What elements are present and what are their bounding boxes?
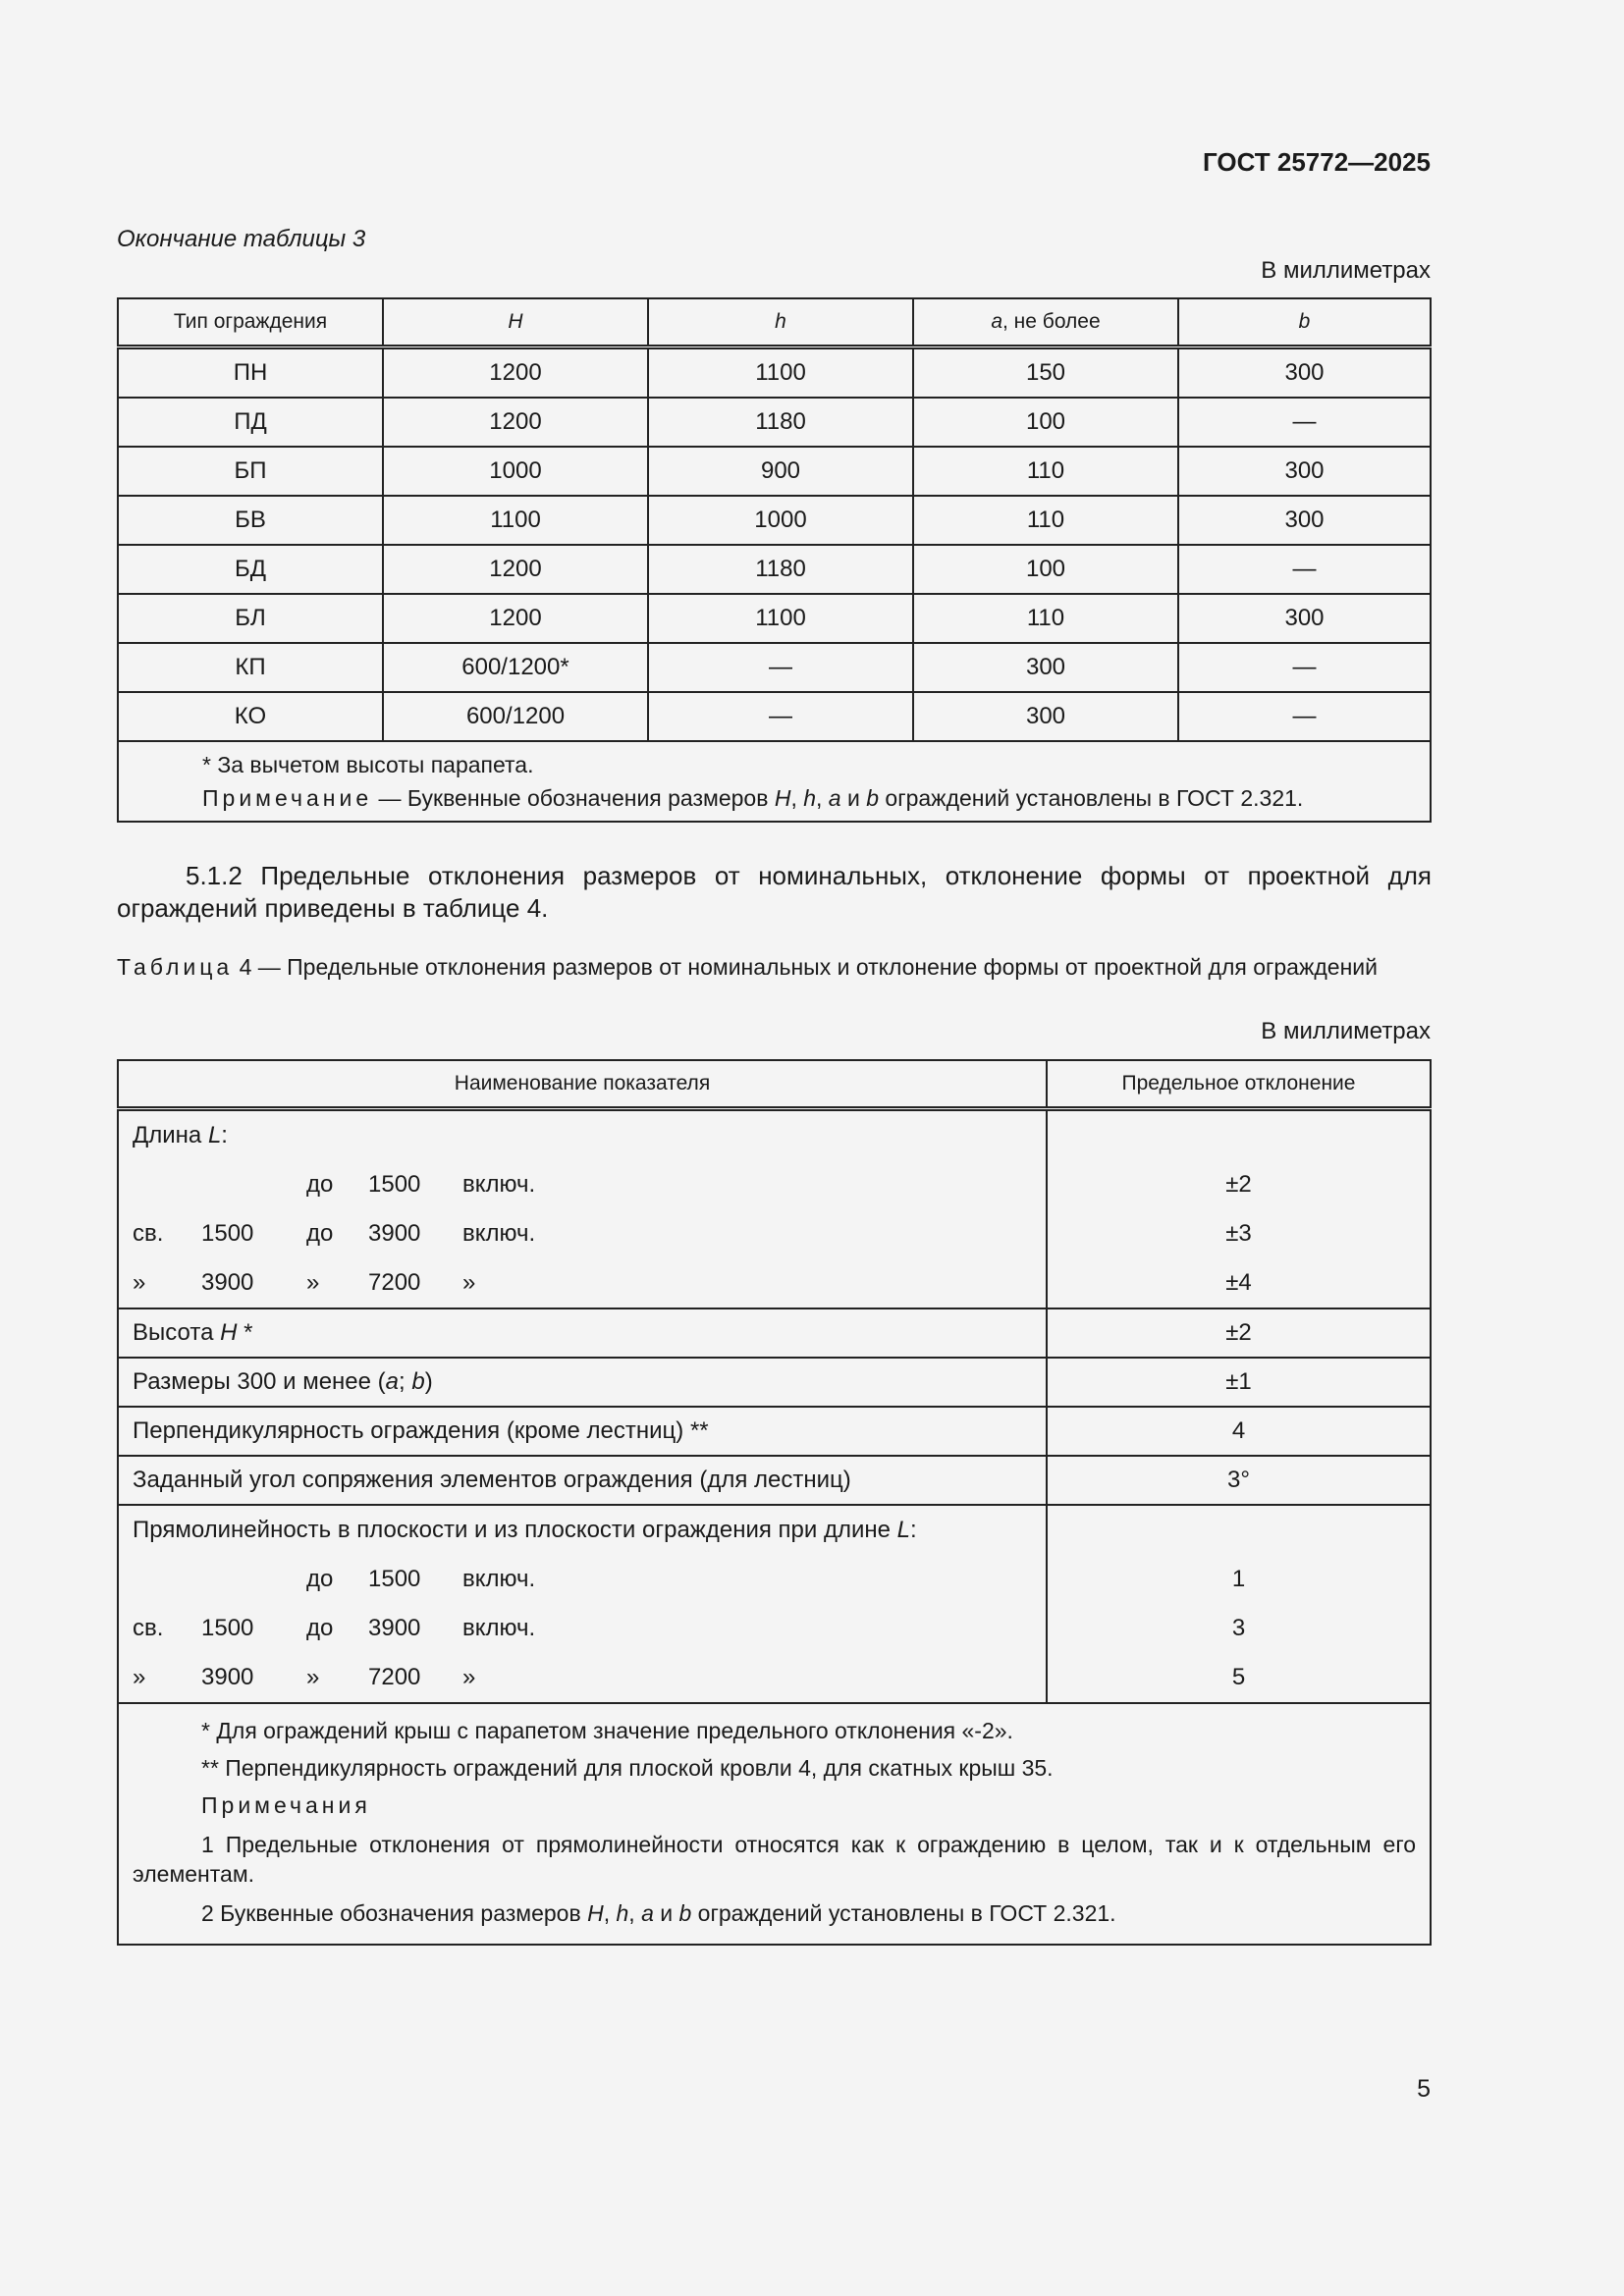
- length-title-text: Длина: [133, 1122, 208, 1148]
- length-range-row: [133, 1209, 1046, 1258]
- table3-cell: 150: [913, 347, 1178, 399]
- table4: [117, 1059, 1432, 1946]
- table3-cell: 300: [1178, 347, 1431, 399]
- table3-cell: 1200: [383, 545, 648, 594]
- table3-row: [118, 496, 1431, 545]
- table3-cell: 110: [913, 594, 1178, 643]
- note2-text-end: ограждений установлены в ГОСТ 2.321.: [691, 1900, 1116, 1926]
- conj: и: [653, 1900, 679, 1926]
- length-range-c5: включ.: [462, 1171, 536, 1198]
- table3-col-a-var: a: [991, 310, 1003, 333]
- length-values: [1048, 1160, 1430, 1308]
- straight-title: [133, 1506, 1046, 1555]
- conj: и: [840, 785, 867, 811]
- table3-row: [118, 447, 1431, 496]
- straight-range-c1: »: [133, 1664, 146, 1690]
- length-range-row: [133, 1160, 1046, 1209]
- length-range-row: [133, 1258, 1046, 1308]
- table3-cell: 1180: [648, 398, 913, 447]
- straight-range-c3: »: [306, 1664, 320, 1690]
- table3-cell: 600/1200: [383, 692, 648, 741]
- table3-cell: 1100: [383, 496, 648, 545]
- table3-notes: [118, 741, 1431, 822]
- var-L: L: [207, 1122, 222, 1148]
- straight-range-value: 1: [1231, 1566, 1246, 1592]
- length-range-c3: »: [306, 1269, 320, 1296]
- length-range-value: ±2: [1225, 1171, 1252, 1198]
- page-number: 5: [1417, 2075, 1431, 2103]
- length-range-c1: »: [133, 1269, 146, 1296]
- length-range-c4: 3900: [368, 1220, 421, 1247]
- table3-cell: —: [1178, 643, 1431, 692]
- table3-cell: 300: [1178, 447, 1431, 496]
- sep: ,: [603, 1900, 617, 1926]
- length-range-c1: св.: [133, 1220, 164, 1247]
- table3-cell: —: [648, 692, 913, 741]
- table3-cell: 110: [913, 496, 1178, 545]
- straight-value-blank: [1048, 1506, 1430, 1555]
- table3-cell: 1100: [648, 594, 913, 643]
- straight-range-c1: св.: [133, 1615, 164, 1641]
- length-ranges: [133, 1160, 1046, 1308]
- table3-cell: 1200: [383, 347, 648, 399]
- table3-cell: БЛ: [118, 594, 383, 643]
- straight-range-c3: до: [306, 1615, 334, 1641]
- straight-title-text: Прямолинейность в плоскости и из плоскости ограждения при длине: [133, 1517, 897, 1543]
- length-value-blank: [1048, 1111, 1430, 1160]
- table3-cell: 1100: [648, 347, 913, 399]
- table4-caption: [117, 951, 1432, 983]
- var-h: h: [616, 1900, 629, 1926]
- table3-col-a-text: , не более: [1002, 310, 1101, 333]
- table3-cell: 1000: [648, 496, 913, 545]
- table3-cell: 1200: [383, 398, 648, 447]
- sep: ,: [816, 785, 829, 811]
- straight-name-cell: [118, 1505, 1047, 1703]
- table4-notes-label: Примечания: [201, 1792, 371, 1818]
- var-a: a: [385, 1368, 400, 1395]
- height-value: ±2: [1047, 1308, 1431, 1358]
- table3-cell: 300: [1178, 496, 1431, 545]
- straight-range-c4: 3900: [368, 1615, 421, 1641]
- straight-range-c2: 3900: [201, 1664, 254, 1690]
- var-b: b: [411, 1368, 425, 1395]
- table3-col-h: h: [648, 298, 913, 347]
- sizes-value: ±1: [1047, 1358, 1431, 1407]
- straight-range-row: [133, 1653, 1046, 1702]
- table3-cell: БД: [118, 545, 383, 594]
- length-range-c5: включ.: [462, 1220, 536, 1247]
- table4-row-height: [118, 1308, 1431, 1358]
- table3-cell: 1200: [383, 594, 648, 643]
- table4-note-2: [133, 1895, 1416, 1932]
- table3-row: [118, 692, 1431, 741]
- straight-ranges: [133, 1555, 1046, 1702]
- table3-row: [118, 545, 1431, 594]
- note2-text: 2 Буквенные обозначения размеров: [201, 1900, 588, 1926]
- table3-cell: 300: [913, 692, 1178, 741]
- length-range-c2: 1500: [201, 1220, 254, 1247]
- table3-note-text: — Буквенные обозначения размеров: [372, 785, 775, 811]
- table3-row: [118, 398, 1431, 447]
- perp-name: Перпендикулярность ограждения (кроме лестниц) **: [118, 1407, 1047, 1456]
- length-range-value: ±4: [1225, 1269, 1252, 1296]
- table3-cell: 100: [913, 545, 1178, 594]
- sizes-label: Размеры 300 и менее (: [133, 1368, 386, 1395]
- table3-cell: КО: [118, 692, 383, 741]
- length-range-c4: 7200: [368, 1269, 421, 1296]
- table3-note-label: Примечание: [202, 785, 373, 811]
- length-name-cell: [118, 1109, 1047, 1309]
- table3-col-a: [913, 298, 1178, 347]
- table4-caption-number: 4: [233, 954, 252, 980]
- straight-values-cell: [1047, 1505, 1431, 1703]
- colon: :: [221, 1122, 228, 1148]
- table3-row: [118, 594, 1431, 643]
- table3-header-row: [118, 298, 1431, 347]
- straight-range-value: 3: [1231, 1615, 1246, 1641]
- table3-cell: ПН: [118, 347, 383, 399]
- angle-name: Заданный угол сопряжения элементов ограждения (для лестниц): [118, 1456, 1047, 1505]
- var-a: a: [828, 785, 841, 811]
- table3-body: [118, 347, 1431, 742]
- perp-value: 4: [1047, 1407, 1431, 1456]
- table3-continuation-label: Окончание таблицы 3: [117, 226, 366, 252]
- straight-range-c3: до: [306, 1566, 334, 1592]
- var-b: b: [866, 785, 880, 811]
- length-range-c3: до: [306, 1171, 334, 1198]
- length-values-cell: [1047, 1109, 1431, 1309]
- var-L: L: [896, 1517, 910, 1543]
- table4-units: В миллиметрах: [1261, 1018, 1431, 1044]
- var-a: a: [641, 1900, 654, 1926]
- straight-range-value: 5: [1231, 1664, 1246, 1690]
- table3-row: [118, 347, 1431, 399]
- table3-note-text-end: ограждений установлены в ГОСТ 2.321.: [879, 785, 1304, 811]
- table3-cell: 100: [913, 398, 1178, 447]
- length-range-c2: 3900: [201, 1269, 254, 1296]
- table3-footnote: * За вычетом высоты парапета.: [202, 752, 534, 777]
- table3-cell: 300: [913, 643, 1178, 692]
- var-H: H: [220, 1319, 238, 1346]
- table3-cell: —: [1178, 545, 1431, 594]
- table3-cell: БВ: [118, 496, 383, 545]
- table3-cell: 1000: [383, 447, 648, 496]
- straight-range-c5: включ.: [462, 1566, 536, 1592]
- table3-units: В миллиметрах: [1261, 257, 1431, 284]
- table3-cell: 900: [648, 447, 913, 496]
- table3-cell: —: [648, 643, 913, 692]
- table4-header-row: [118, 1060, 1431, 1109]
- var-b: b: [678, 1900, 692, 1926]
- table3-cell: —: [1178, 398, 1431, 447]
- table4-notes: [118, 1703, 1431, 1945]
- table3-col-type: Тип ограждения: [118, 298, 383, 347]
- table3-cell: 600/1200*: [383, 643, 648, 692]
- straight-range-row: [133, 1604, 1046, 1653]
- table4-col-deviation: Предельное отклонение: [1047, 1060, 1431, 1109]
- table3-col-b: b: [1178, 298, 1431, 347]
- table3-col-H: H: [383, 298, 648, 347]
- colon: :: [910, 1517, 917, 1543]
- sep: ;: [399, 1368, 412, 1395]
- length-title: [133, 1111, 1046, 1160]
- length-range-c4: 1500: [368, 1171, 421, 1198]
- table4-footnote-2: ** Перпендикулярность ограждений для плоской кровли 4, для скатных крыш 35.: [201, 1755, 1054, 1781]
- table3-cell: 110: [913, 447, 1178, 496]
- table4-note-1: 1 Предельные отклонения от прямолинейности относятся как к ограждению в целом, так и к отдельным его элементам.: [133, 1832, 1416, 1887]
- table4-caption-label: Таблица: [117, 954, 234, 980]
- table3-cell: КП: [118, 643, 383, 692]
- straight-range-row: [133, 1555, 1046, 1604]
- height-label: Высота: [133, 1319, 221, 1346]
- height-name: [118, 1308, 1047, 1358]
- var-h: h: [803, 785, 817, 811]
- table3-cell: ПД: [118, 398, 383, 447]
- paragraph-5-1-2: 5.1.2 Предельные отклонения размеров от номинальных, отклонение формы от проектной для ограждений приведены в таблице 4.: [117, 861, 1432, 923]
- table3-cell: БП: [118, 447, 383, 496]
- length-range-c5: »: [462, 1269, 476, 1296]
- table4-notes-row: [118, 1703, 1431, 1945]
- table4-row-angle: [118, 1456, 1431, 1505]
- straight-range-c2: 1500: [201, 1615, 254, 1641]
- length-range-c3: до: [306, 1220, 334, 1247]
- table4-footnote-1: * Для ограждений крыш с парапетом значение предельного отклонения «-2».: [201, 1718, 1013, 1743]
- close-paren: ): [424, 1368, 433, 1395]
- height-suffix: *: [237, 1319, 253, 1346]
- var-H: H: [587, 1900, 604, 1926]
- table3-row: [118, 643, 1431, 692]
- table4-row-perpendicularity: [118, 1407, 1431, 1456]
- table4-col-name: Наименование показателя: [118, 1060, 1047, 1109]
- sep: ,: [790, 785, 804, 811]
- table3-cell: 1180: [648, 545, 913, 594]
- sizes-name: [118, 1358, 1047, 1407]
- table4-caption-text: — Предельные отклонения размеров от номинальных и отклонение формы от проектной для ограждений: [251, 954, 1378, 980]
- var-H: H: [774, 785, 791, 811]
- table3-note: [202, 781, 1416, 815]
- straight-values: [1048, 1555, 1430, 1702]
- straight-range-c5: включ.: [462, 1615, 536, 1641]
- table3: [117, 297, 1432, 823]
- angle-value: 3°: [1047, 1456, 1431, 1505]
- straight-range-c4: 1500: [368, 1566, 421, 1592]
- straight-range-c4: 7200: [368, 1664, 421, 1690]
- table4-row-sizes: [118, 1358, 1431, 1407]
- length-range-value: ±3: [1225, 1220, 1252, 1247]
- table3-notes-row: [118, 741, 1431, 822]
- table3-cell: 300: [1178, 594, 1431, 643]
- table4-row-length: [118, 1109, 1431, 1309]
- table3-cell: —: [1178, 692, 1431, 741]
- document-code: ГОСТ 25772—2025: [1203, 147, 1431, 177]
- straight-range-c5: »: [462, 1664, 476, 1690]
- sep: ,: [628, 1900, 642, 1926]
- table4-row-straightness: [118, 1505, 1431, 1703]
